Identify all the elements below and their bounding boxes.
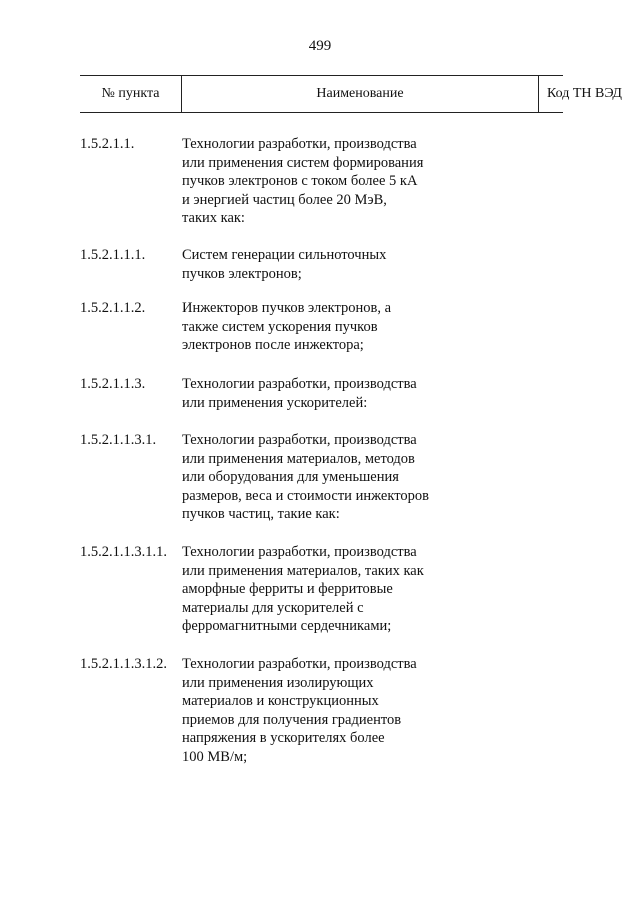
- item-text: Инжекторов пучков электронов, а также систем ускорения пучков электронов после инжектора;: [182, 300, 392, 354]
- items-list: [0, 135, 640, 785]
- table-header: [80, 75, 622, 113]
- header-name: Наименование: [181, 76, 539, 112]
- item-text: Технологии разработки, производства или применения материалов, методов или оборудования для уменьшения размеров, веса и стоимости инжекторов пучков частиц, такие как:: [182, 432, 429, 523]
- item-text: Технологии разработки, производства или применения материалов, таких как аморфные ферриты и ферритовые материалы для ускорителей с ферромагнитными сердечниками;: [182, 544, 424, 635]
- item-number: 1.5.2.1.1.2.: [80, 300, 146, 316]
- item-text: Систем генерации сильноточных пучков электронов;: [182, 247, 387, 282]
- list-item: [0, 543, 640, 655]
- item-number: 1.5.2.1.1.3.1.: [80, 432, 157, 448]
- item-number: 1.5.2.1.1.3.1.1.: [80, 544, 167, 560]
- page-number: 499: [308, 38, 332, 54]
- item-text: Технологии разработки, производства или применения систем формирования пучков электронов с током более 5 кА и энергией частиц более 20 МэВ, таких как:: [182, 136, 424, 227]
- item-number: 1.5.2.1.1.3.1.2.: [80, 656, 167, 672]
- list-item: [0, 655, 640, 785]
- item-text: Технологии разработки, производства или применения ускорителей:: [182, 376, 417, 411]
- header-tn-ved-code: Код ТН ВЭД: [547, 86, 622, 101]
- list-item: [0, 375, 640, 431]
- item-text: Технологии разработки, производства или применения изолирующих материалов и конструкционных приемов для получения градиентов напряжения в ускорителях более 100 МВ/м;: [182, 656, 417, 765]
- list-item: [0, 431, 640, 543]
- item-number: 1.5.2.1.1.1.: [80, 247, 146, 263]
- item-number: 1.5.2.1.1.: [80, 136, 135, 152]
- list-item: [0, 246, 640, 299]
- item-number: 1.5.2.1.1.3.: [80, 376, 146, 392]
- list-item: [0, 299, 640, 375]
- header-item-number: № пункта: [101, 86, 160, 101]
- list-item: [0, 135, 640, 246]
